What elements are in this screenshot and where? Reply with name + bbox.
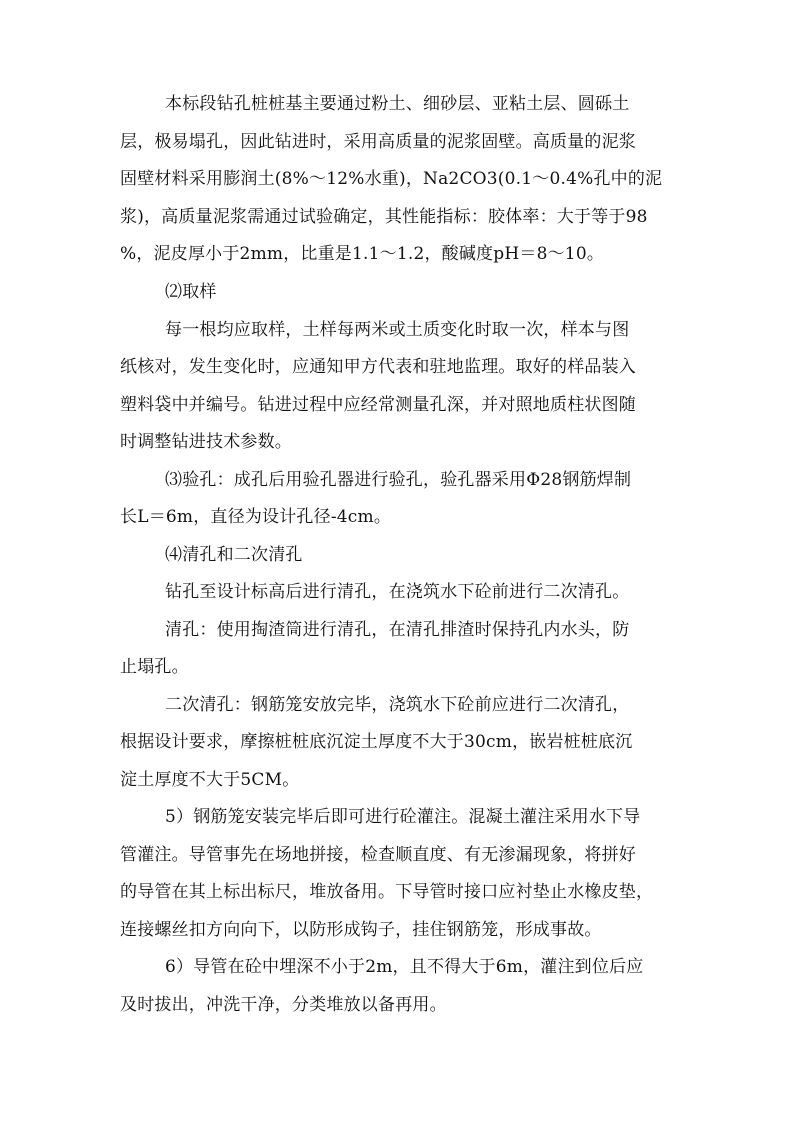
text-line: 浆)，高质量泥浆需通过试验确定，其性能指标：胶体率：大于等于98 bbox=[120, 207, 648, 227]
text-line: 塑料袋中并编号。钻进过程中应经常测量孔深，并对照地质柱状图随 bbox=[120, 395, 636, 415]
section-heading: ⑵取样 bbox=[165, 282, 217, 302]
text-line: 固壁材料采用膨润土(8%～12%水重)，Na2CO3(0.1～0.4%孔中的泥 bbox=[120, 169, 663, 189]
text-line: 及时拔出，冲洗干净，分类堆放以备再用。 bbox=[120, 995, 447, 1015]
text-line: 钻孔至设计标高后进行清孔，在浇筑水下砼前进行二次清孔。 bbox=[165, 582, 630, 602]
text-line: 时调整钻进技术参数。 bbox=[120, 432, 292, 452]
text-line: 根据设计要求，摩擦桩桩底沉淀土厚度不大于30cm，嵌岩桩桩底沉 bbox=[120, 732, 633, 752]
text-line: 管灌注。导管事先在场地拼接，检查顺直度、有无渗漏现象，将拼好 bbox=[120, 845, 636, 865]
text-line: 淀土厚度不大于5CM。 bbox=[120, 770, 300, 790]
text-line: ⑶验孔：成孔后用验孔器进行验孔，验孔器采用Φ28钢筋焊制 bbox=[165, 470, 632, 490]
text-line: 清孔：使用掏渣筒进行清孔，在清孔排渣时保持孔内水头，防 bbox=[165, 620, 630, 640]
text-line: 二次清孔：钢筋笼安放完毕，浇筑水下砼前应进行二次清孔， bbox=[165, 695, 630, 715]
text-line: 的导管在其上标出标尺，堆放备用。下导管时接口应衬垫止水橡皮垫， bbox=[120, 882, 654, 902]
text-line: 连接螺丝扣方向向下，以防形成钩子，挂住钢筋笼，形成事故。 bbox=[120, 920, 602, 940]
text-line: 长L＝6m，直径为设计孔径-4cm。 bbox=[120, 507, 392, 527]
text-line: 纸核对，发生变化时，应通知甲方代表和驻地监理。取好的样品装入 bbox=[120, 357, 636, 377]
text-line: 本标段钻孔桩桩基主要通过粉土、细砂层、亚粘土层、圆砾土 bbox=[165, 94, 630, 114]
text-line: %，泥皮厚小于2mm，比重是1.1～1.2，酸碱度pH＝8～10。 bbox=[120, 244, 605, 264]
section-heading: ⑷清孔和二次清孔 bbox=[165, 545, 303, 565]
text-line: 6）导管在砼中埋深不小于2m，且不得大于6m，灌注到位后应 bbox=[165, 957, 644, 977]
text-line: 层，极易塌孔，因此钻进时，采用高质量的泥浆固壁。高质量的泥浆 bbox=[120, 132, 636, 152]
text-line: 止塌孔。 bbox=[120, 657, 189, 677]
text-line: 5）钢筋笼安装完毕后即可进行砼灌注。混凝土灌注采用水下导 bbox=[165, 807, 641, 827]
text-line: 每一根均应取样，土样每两米或土质变化时取一次，样本与图 bbox=[165, 320, 630, 340]
